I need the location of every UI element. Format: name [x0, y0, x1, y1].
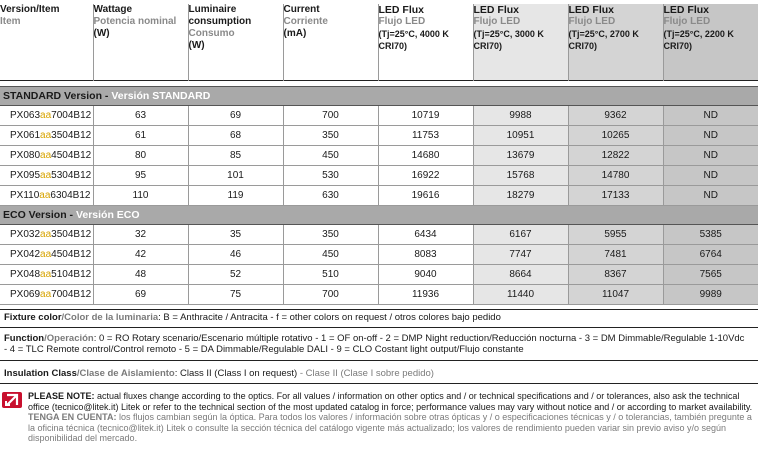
item-code-prefix: PX110 — [10, 189, 40, 201]
header-unit: (Tj=25°C, 4000 K CRI70) — [378, 29, 449, 51]
insulation-note — [4, 368, 754, 379]
item-code-suffix: 7004B12 — [51, 109, 92, 121]
item-code-suffix: 4504B12 — [51, 248, 92, 260]
function-note — [4, 333, 754, 355]
section-header — [0, 86, 758, 105]
item-code-prefix: PX080 — [10, 149, 41, 161]
header-label-es: Flujo LED — [568, 16, 616, 27]
item-code-prefix: PX048 — [10, 268, 41, 280]
header-consumption — [188, 4, 283, 80]
header-label: LED Flux — [378, 4, 425, 16]
item-code-prefix: PX032 — [10, 228, 41, 240]
please-note-label-es: TENGA EN CUENTA: — [28, 412, 117, 422]
flux-4000k-cell: 14680 — [378, 145, 473, 165]
item-code-prefix: PX095 — [10, 169, 41, 181]
please-note-label: PLEASE NOTE: — [28, 391, 95, 401]
table-body — [0, 80, 758, 304]
item-code-prefix: PX042 — [10, 248, 41, 260]
item-code-variant: aa — [40, 129, 52, 141]
flux-3000k-cell: 18279 — [473, 185, 568, 205]
flux-3000k-cell: 10951 — [473, 125, 568, 145]
flux-4000k-cell: 9040 — [378, 264, 473, 284]
section-title — [0, 205, 758, 224]
table-header-row — [0, 4, 758, 80]
section-title — [0, 86, 758, 105]
section-title-sep: - — [66, 208, 76, 221]
item-code-variant: aa — [40, 268, 52, 280]
item-code — [0, 185, 93, 205]
header-flux-2700k — [568, 4, 663, 80]
fixture-color-text: : B = Anthracite / Antracita - f = other colors on request / otros colores bajo pedido — [158, 312, 501, 323]
header-wattage — [93, 4, 188, 80]
flux-2700k-cell: 17133 — [568, 185, 663, 205]
item-code — [0, 165, 93, 185]
header-flux-3000k — [473, 4, 568, 80]
insulation-label: Insulation Class — [4, 368, 77, 379]
flux-4000k-cell: 6434 — [378, 224, 473, 244]
table-row — [0, 264, 758, 284]
header-label-es: Corriente — [283, 16, 328, 27]
wattage-cell: 42 — [93, 244, 188, 264]
item-code-suffix: 3504B12 — [51, 228, 92, 240]
consumption-cell: 68 — [188, 125, 283, 145]
wattage-cell: 32 — [93, 224, 188, 244]
flux-3000k-cell: 13679 — [473, 145, 568, 165]
item-code — [0, 284, 93, 304]
item-code-prefix: PX063 — [10, 109, 41, 121]
flux-2700k-cell: 11047 — [568, 284, 663, 304]
item-code-variant: aa — [39, 189, 51, 201]
section-header — [0, 205, 758, 224]
current-cell: 350 — [283, 125, 378, 145]
wattage-cell: 61 — [93, 125, 188, 145]
header-label: Current — [283, 4, 320, 15]
item-code-variant: aa — [40, 228, 52, 240]
table-row — [0, 105, 758, 125]
item-code — [0, 145, 93, 165]
wattage-cell: 80 — [93, 145, 188, 165]
header-label: LED Flux — [663, 4, 710, 16]
flux-4000k-cell: 8083 — [378, 244, 473, 264]
item-code-suffix: 3504B12 — [51, 129, 92, 141]
wattage-cell: 69 — [93, 284, 188, 304]
current-cell: 350 — [283, 224, 378, 244]
item-code-suffix: 7004B12 — [51, 288, 92, 300]
current-cell: 530 — [283, 165, 378, 185]
current-cell: 700 — [283, 105, 378, 125]
item-code-variant: aa — [40, 169, 52, 181]
item-code-prefix: PX069 — [10, 288, 41, 300]
please-note — [28, 391, 753, 444]
flux-2200k-cell: ND — [663, 125, 758, 145]
item-code-variant: aa — [40, 248, 52, 260]
please-note-text: actual fluxes change according to the optics. For all values / information on other optics and / or technical specifications and / or tolerances, also ask the technical office (tecnico@litek.it) Litek or refer to the technical section of the most updated catalog in force; performance values may vary without notice and / or according to market availability. — [28, 391, 753, 412]
table-row — [0, 224, 758, 244]
function-text-line2: - 4 = TLC Remote control/Control remoto - 5 = DA Dimmable/Regulable DALI - 9 = CLO Costant light output/Flujo constante — [4, 344, 524, 355]
header-version-item — [0, 4, 93, 80]
flux-2700k-cell: 9362 — [568, 105, 663, 125]
function-label-es: /Operación — [44, 333, 94, 344]
flux-4000k-cell: 10719 — [378, 105, 473, 125]
fixture-color-note — [4, 312, 754, 323]
insulation-text: : Class II (Class I on request) — [174, 368, 298, 379]
section-title-en: STANDARD Version — [3, 89, 102, 102]
item-code-variant: aa — [40, 288, 52, 300]
flux-4000k-cell: 19616 — [378, 185, 473, 205]
product-spec-table — [0, 4, 758, 305]
function-text-line1: : 0 = RO Rotary scenario/Escenario múltiple rotativo - 1 = OF on-off - 2 = DMP Night reduction/Reducción nocturna - 3 = DM Dimmable/Regulable 1-10Vdc — [93, 333, 745, 344]
warning-icon — [2, 392, 22, 408]
divider — [0, 309, 758, 310]
flux-3000k-cell: 11440 — [473, 284, 568, 304]
flux-3000k-cell: 8664 — [473, 264, 568, 284]
flux-2700k-cell: 5955 — [568, 224, 663, 244]
wattage-cell: 110 — [93, 185, 188, 205]
item-code-variant: aa — [40, 149, 52, 161]
flux-2700k-cell: 12822 — [568, 145, 663, 165]
section-title-en: ECO Version — [3, 208, 67, 221]
flux-2700k-cell: 8367 — [568, 264, 663, 284]
header-label: LED Flux — [473, 4, 520, 16]
section-title-es: Versión ECO — [75, 208, 140, 221]
section-title-es: Versión STANDARD — [111, 89, 211, 102]
table-row — [0, 165, 758, 185]
item-code — [0, 224, 93, 244]
header-unit: (W) — [93, 28, 110, 39]
item-code — [0, 244, 93, 264]
fixture-color-label: Fixture color — [4, 312, 62, 323]
fixture-color-label-es: /Color de la luminaria — [61, 312, 159, 323]
header-unit: (Tj=25°C, 3000 K CRI70) — [473, 29, 544, 51]
header-label-es: Potencia nominal — [93, 16, 177, 27]
function-label: Function — [4, 333, 45, 344]
header-current — [283, 4, 378, 80]
header-flux-4000k — [378, 4, 473, 80]
header-flux-2200k — [663, 4, 758, 80]
consumption-cell: 52 — [188, 264, 283, 284]
flux-2200k-cell: ND — [663, 165, 758, 185]
table-row — [0, 284, 758, 304]
header-label-es: Flujo LED — [663, 16, 711, 27]
flux-4000k-cell: 11936 — [378, 284, 473, 304]
header-label: Luminaire consumption — [188, 4, 252, 27]
header-unit: (mA) — [283, 28, 307, 39]
current-cell: 700 — [283, 284, 378, 304]
header-unit: (Tj=25°C, 2200 K CRI70) — [663, 29, 734, 51]
insulation-label-es: /Clase de Aislamiento — [76, 368, 175, 379]
consumption-cell: 85 — [188, 145, 283, 165]
item-code-suffix: 5104B12 — [51, 268, 92, 280]
flux-2700k-cell: 14780 — [568, 165, 663, 185]
divider — [0, 383, 758, 384]
flux-2700k-cell: 7481 — [568, 244, 663, 264]
item-code — [0, 125, 93, 145]
flux-4000k-cell: 11753 — [378, 125, 473, 145]
item-code-variant: aa — [40, 109, 52, 121]
table-row — [0, 185, 758, 205]
current-cell: 630 — [283, 185, 378, 205]
table-row — [0, 244, 758, 264]
header-label-es: Consumo — [188, 28, 235, 39]
header-label: Wattage — [93, 4, 133, 15]
insulation-text-es: - Clase II (Clase I sobre pedido) — [297, 368, 434, 379]
wattage-cell: 48 — [93, 264, 188, 284]
divider — [0, 327, 758, 328]
flux-2200k-cell: 6764 — [663, 244, 758, 264]
current-cell: 450 — [283, 244, 378, 264]
wattage-cell: 63 — [93, 105, 188, 125]
table-row — [0, 145, 758, 165]
flux-2200k-cell: ND — [663, 105, 758, 125]
header-label-es: Item — [0, 16, 21, 27]
header-label-es: Flujo LED — [378, 16, 426, 27]
consumption-cell: 119 — [188, 185, 283, 205]
wattage-cell: 95 — [93, 165, 188, 185]
header-label: Version/Item — [0, 4, 60, 15]
item-code — [0, 105, 93, 125]
current-cell: 510 — [283, 264, 378, 284]
table-row — [0, 125, 758, 145]
item-code-suffix: 4504B12 — [51, 149, 92, 161]
consumption-cell: 46 — [188, 244, 283, 264]
item-code-prefix: PX061 — [10, 129, 41, 141]
flux-3000k-cell: 7747 — [473, 244, 568, 264]
header-unit: (Tj=25°C, 2700 K CRI70) — [568, 29, 639, 51]
item-code-suffix: 5304B12 — [51, 169, 92, 181]
consumption-cell: 101 — [188, 165, 283, 185]
header-label-es: Flujo LED — [473, 16, 521, 27]
divider — [0, 360, 758, 361]
item-code-suffix: 6304B12 — [50, 189, 91, 201]
flux-2200k-cell: 5385 — [663, 224, 758, 244]
flux-2200k-cell: 9989 — [663, 284, 758, 304]
flux-2700k-cell: 10265 — [568, 125, 663, 145]
please-note-text-es: los flujos cambian según la óptica. Para todos los valores / información sobre otras ópticas y / o especificaciones técnicas y / o tolerancias, también pregunte a la oficina técnica (tecnico@litek.it) Litek o consulte la sección técnica del catálogo vigente más actualizado; los valores de rendimiento pueden variar sin previo aviso y/o según disponibilidad del mercado. — [28, 412, 752, 443]
flux-3000k-cell: 15768 — [473, 165, 568, 185]
consumption-cell: 35 — [188, 224, 283, 244]
consumption-cell: 75 — [188, 284, 283, 304]
header-unit: (W) — [188, 40, 205, 51]
flux-3000k-cell: 9988 — [473, 105, 568, 125]
flux-2200k-cell: ND — [663, 145, 758, 165]
header-label: LED Flux — [568, 4, 615, 16]
flux-2200k-cell: 7565 — [663, 264, 758, 284]
consumption-cell: 69 — [188, 105, 283, 125]
flux-4000k-cell: 16922 — [378, 165, 473, 185]
section-title-sep: - — [102, 89, 112, 102]
flux-3000k-cell: 6167 — [473, 224, 568, 244]
item-code — [0, 264, 93, 284]
flux-2200k-cell: ND — [663, 185, 758, 205]
current-cell: 450 — [283, 145, 378, 165]
